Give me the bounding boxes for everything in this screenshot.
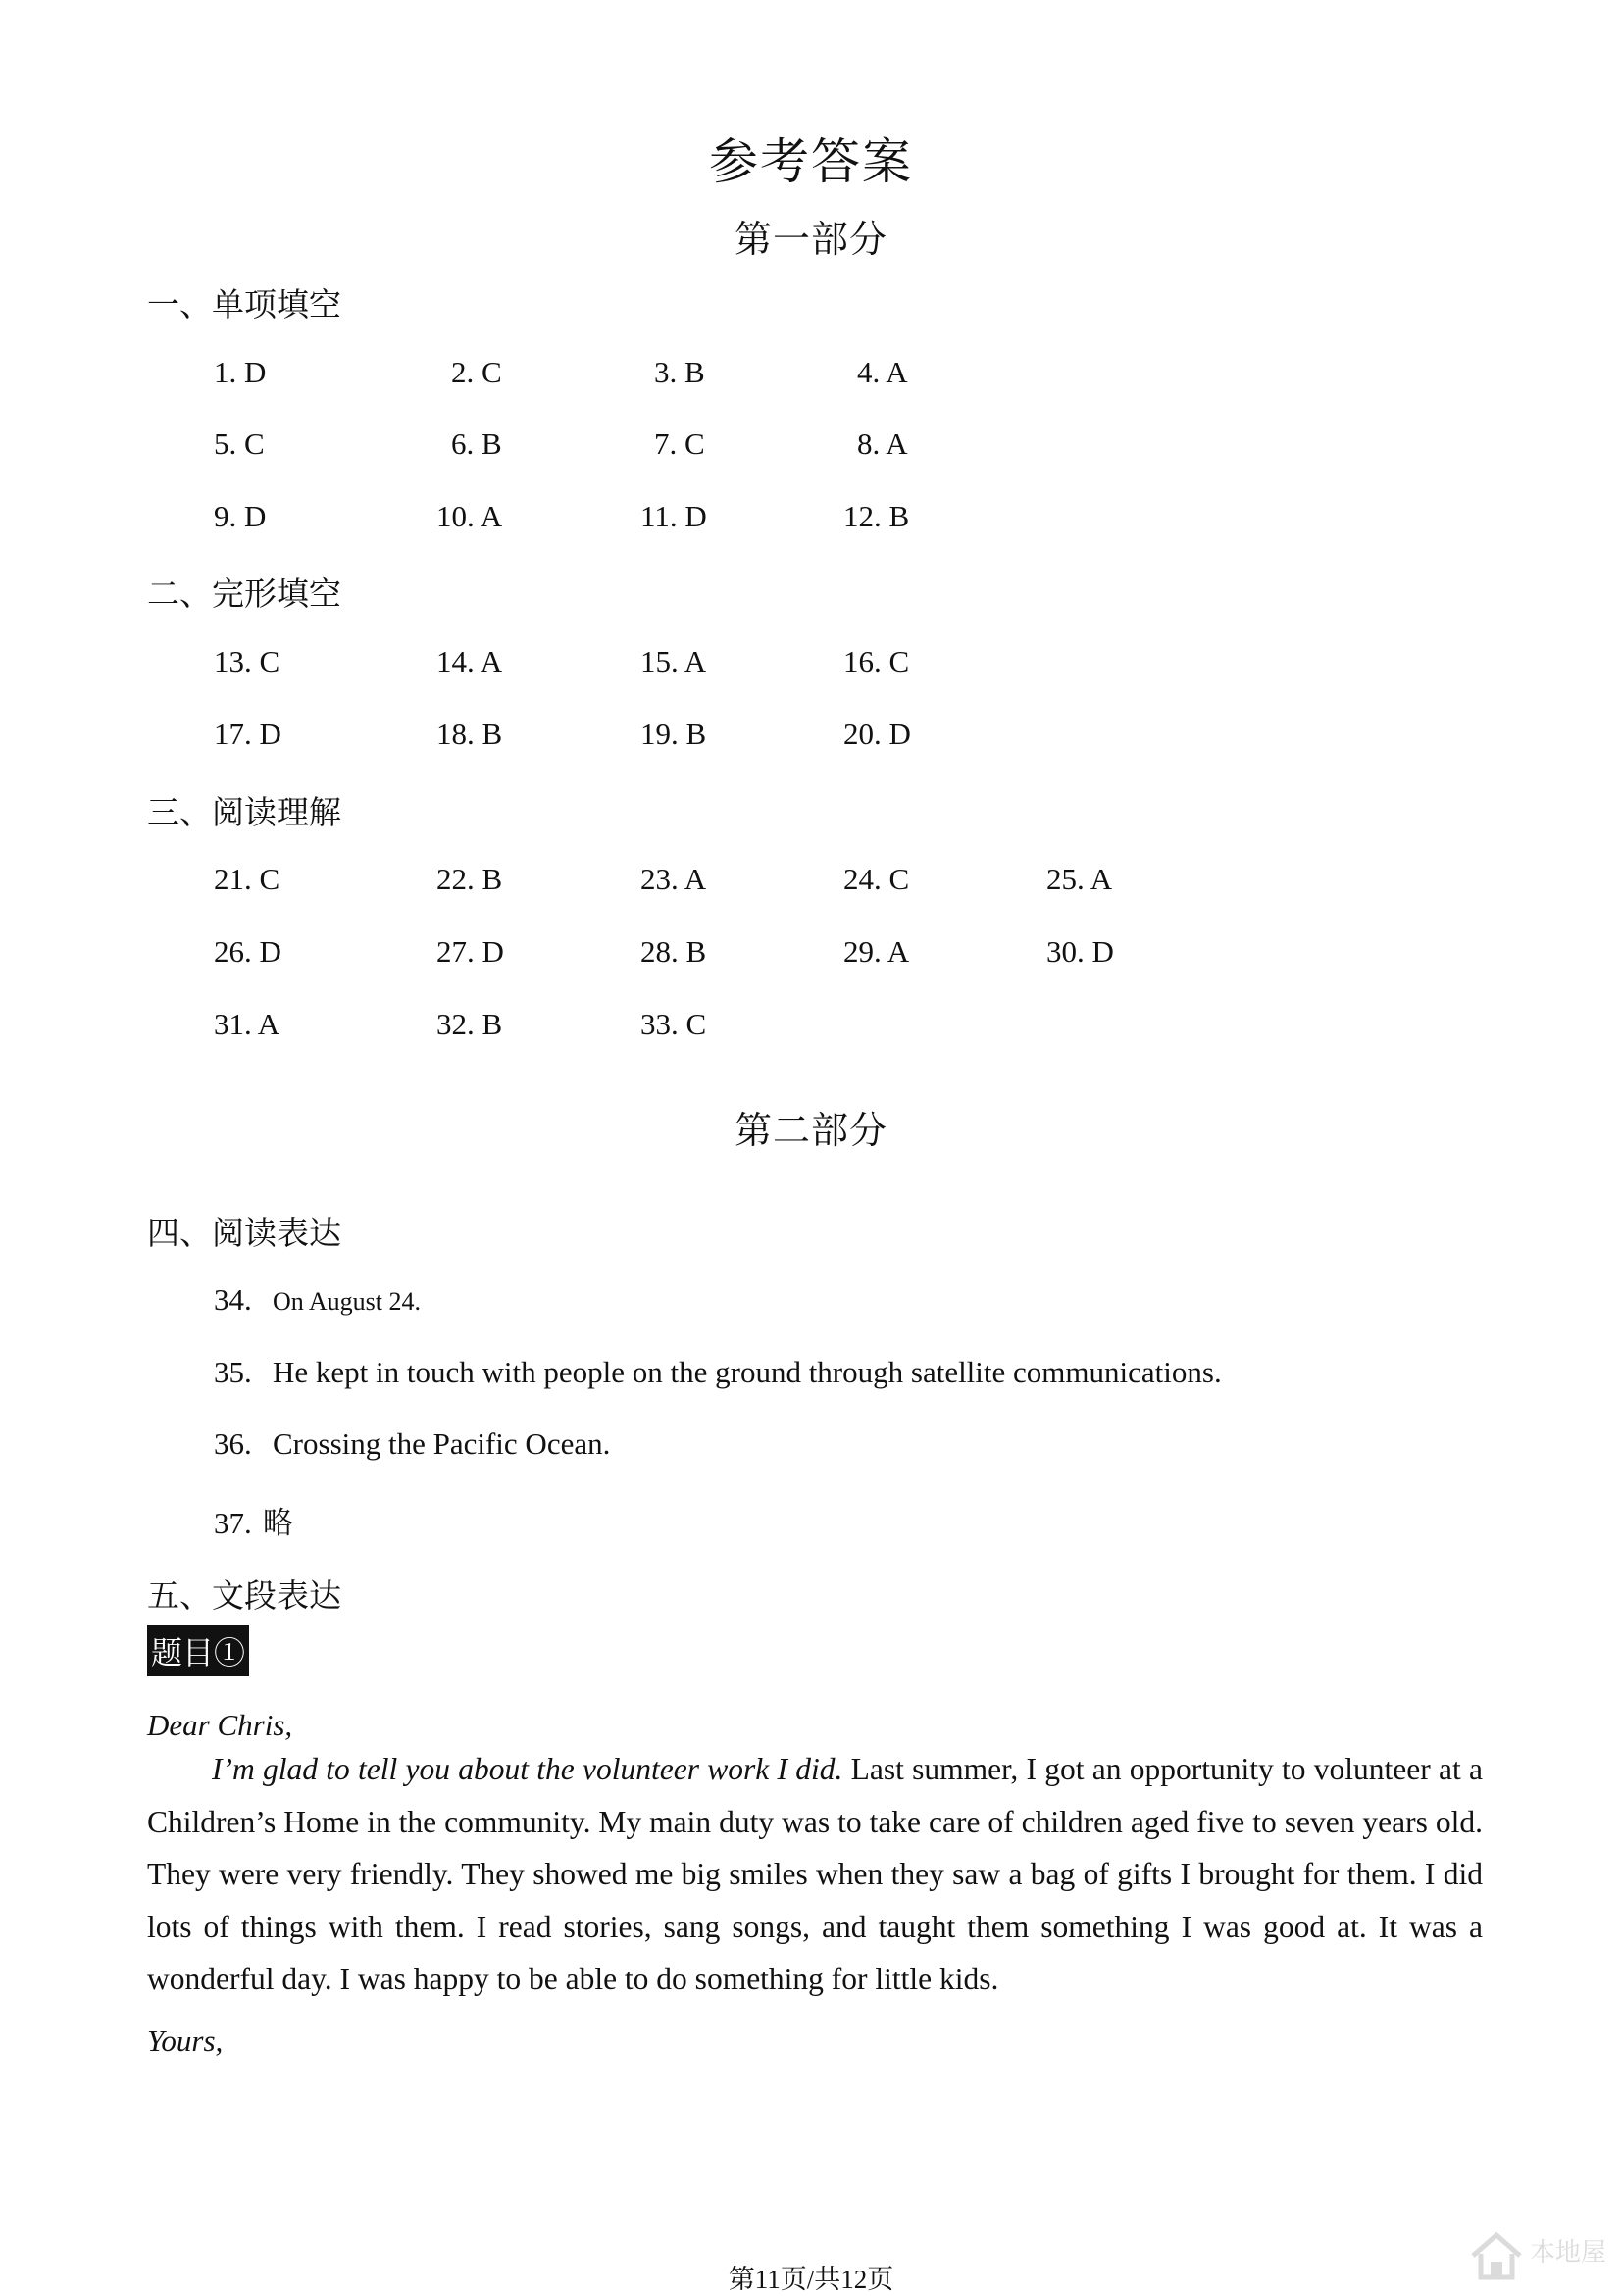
answer-item: 26. D xyxy=(214,934,281,969)
section-heading-cloze: 二、完形填空 xyxy=(147,577,341,613)
section-heading-single-choice: 一、单项填空 xyxy=(147,288,341,324)
answer-item: 31. A xyxy=(214,1007,280,1041)
answer-item: 29. A xyxy=(843,934,910,969)
section-heading-paragraph-writing: 五、文段表达 xyxy=(147,1579,341,1615)
answer-item: 28. B xyxy=(640,934,707,969)
answer-item: 1. D xyxy=(214,355,267,389)
question-number: 36. xyxy=(214,1426,252,1461)
answer-item: 33. C xyxy=(640,1007,707,1041)
watermark-text: 本地屋 xyxy=(1530,2238,1607,2268)
answer-item: 19. B xyxy=(640,717,707,751)
answer-item: 13. C xyxy=(214,644,280,678)
question-number: 34. xyxy=(214,1282,252,1317)
answer-item: 23. A xyxy=(640,862,707,896)
answer-item: 6. B xyxy=(451,426,502,461)
answer-item: 3. B xyxy=(654,355,705,389)
page-footer: 第11页/共12页 xyxy=(728,2265,894,2294)
answer-item: 21. C xyxy=(214,862,280,896)
topic-label-badge: 题目① xyxy=(147,1625,249,1676)
answer-item: 11. D xyxy=(640,499,707,533)
letter-salutation: Dear Chris, xyxy=(147,1708,293,1742)
letter-opening-sentence: I’m glad to tell you about the volunteer work I did. xyxy=(212,1752,843,1786)
part-one-title: 第一部分 xyxy=(734,220,887,261)
letter-body xyxy=(147,1743,1483,2006)
answer-item: 5. C xyxy=(214,426,265,461)
answer-item: 14. A xyxy=(436,644,503,678)
section-heading-reading: 三、阅读理解 xyxy=(147,796,341,831)
letter-body-text: Last summer, I got an opportunity to volunteer at a Children’s Home in the community. My main duty was to take care of children aged five to seven years old. They were very friendly. They showed me big smiles when they saw a bag of gifts I brought for them. I did lots of things with them. I read stories, sang songs, and taught them something I was good at. It was a wonderful day. I was happy to be able to do something for little kids. xyxy=(147,1752,1483,1996)
answer-item: 25. A xyxy=(1046,862,1113,896)
short-answer-item xyxy=(214,1355,1222,1390)
section-heading-reading-expression: 四、阅读表达 xyxy=(147,1217,341,1252)
answer-item: 27. D xyxy=(436,934,504,969)
short-answer-item xyxy=(214,1426,610,1462)
short-answer-item xyxy=(214,1498,293,1542)
answer-item: 12. B xyxy=(843,499,910,533)
letter-closing: Yours, xyxy=(147,2023,224,2058)
part-two-title: 第二部分 xyxy=(734,1111,887,1152)
answer-item: 2. C xyxy=(451,355,502,389)
answer-item: 22. B xyxy=(436,862,503,896)
answer-text: He kept in touch with people on the ground through satellite communications. xyxy=(273,1355,1222,1389)
answer-item: 24. C xyxy=(843,862,910,896)
question-number: 35. xyxy=(214,1355,252,1389)
answer-text: 略 xyxy=(263,1506,293,1540)
answer-item: 20. D xyxy=(843,717,911,751)
short-answer-item xyxy=(214,1282,421,1318)
answer-text: On August 24. xyxy=(273,1287,421,1316)
watermark xyxy=(1465,2226,1612,2285)
house-icon xyxy=(1469,2230,1524,2281)
answer-item: 10. A xyxy=(436,499,503,533)
answer-item: 16. C xyxy=(843,644,910,678)
answer-text: Crossing the Pacific Ocean. xyxy=(273,1426,611,1461)
answer-item: 7. C xyxy=(654,426,705,461)
answer-item: 32. B xyxy=(436,1007,503,1041)
answer-item: 30. D xyxy=(1046,934,1114,969)
answer-item: 4. A xyxy=(857,355,908,389)
page-title: 参考答案 xyxy=(709,134,913,189)
answer-item: 17. D xyxy=(214,717,281,751)
answer-item: 8. A xyxy=(857,426,908,461)
question-number: 37. xyxy=(214,1506,252,1540)
answer-item: 15. A xyxy=(640,644,707,678)
answer-item: 9. D xyxy=(214,499,267,533)
answer-item: 18. B xyxy=(436,717,503,751)
